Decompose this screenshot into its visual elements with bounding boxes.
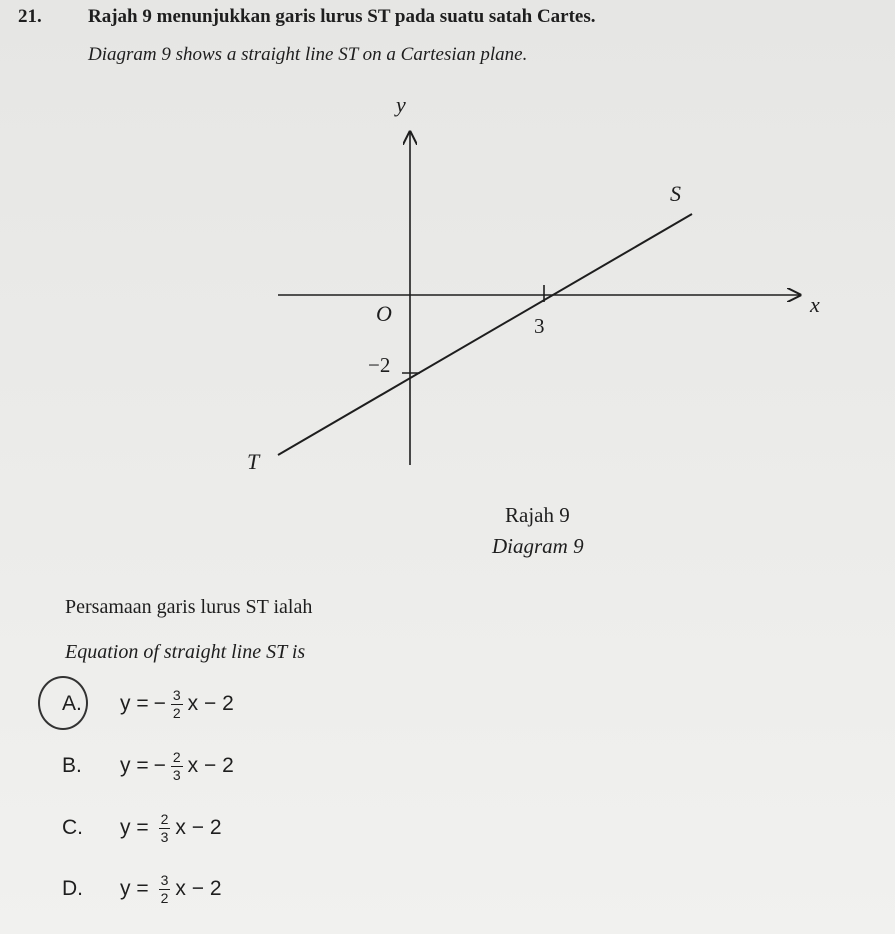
fraction: $\frac{3}{2}$ bbox=[172, 687, 181, 721]
diagram-caption-english: Diagram 9 bbox=[492, 534, 584, 558]
origin-label: O bbox=[376, 301, 392, 326]
y-axis-label: y bbox=[396, 92, 406, 117]
option-equation: y = − $\frac{2}{3}$ x − 2 bbox=[120, 749, 234, 783]
prompt-malay: Persamaan garis lurus ST ialah bbox=[65, 596, 313, 618]
y-intercept-label: −2 bbox=[368, 353, 391, 377]
x-intercept-label: 3 bbox=[534, 314, 545, 338]
point-s-label: S bbox=[670, 181, 681, 206]
fraction: $\frac{2}{3}$ bbox=[172, 749, 181, 783]
option-letter: A. bbox=[62, 692, 82, 715]
option-letter: C. bbox=[62, 816, 83, 839]
question-stem-malay: Rajah 9 menunjukkan garis lurus ST pada suatu satah Cartes. bbox=[88, 6, 596, 27]
option-b[interactable] bbox=[56, 741, 416, 791]
option-letter: B. bbox=[62, 754, 82, 777]
option-letter: D. bbox=[62, 877, 83, 900]
option-equation: y = − $\frac{3}{2}$ x − 2 bbox=[120, 687, 234, 721]
line-st bbox=[278, 214, 692, 455]
question-stem-english: Diagram 9 shows a straight line ST on a Cartesian plane. bbox=[88, 44, 528, 65]
option-a[interactable] bbox=[56, 679, 416, 729]
question-number: 21. bbox=[18, 6, 42, 27]
option-equation: y = $\frac{3}{2}$ x − 2 bbox=[120, 872, 222, 906]
option-d[interactable] bbox=[56, 864, 416, 914]
option-c[interactable] bbox=[56, 803, 416, 853]
x-axis-label: x bbox=[810, 292, 820, 317]
point-t-label: T bbox=[247, 449, 260, 474]
fraction: $\frac{2}{3}$ bbox=[160, 811, 169, 845]
diagram-caption-malay: Rajah 9 bbox=[505, 503, 570, 527]
prompt-english: Equation of straight line ST is bbox=[65, 641, 306, 663]
fraction: $\frac{3}{2}$ bbox=[160, 872, 169, 906]
option-equation: y = $\frac{2}{3}$ x − 2 bbox=[120, 811, 222, 845]
